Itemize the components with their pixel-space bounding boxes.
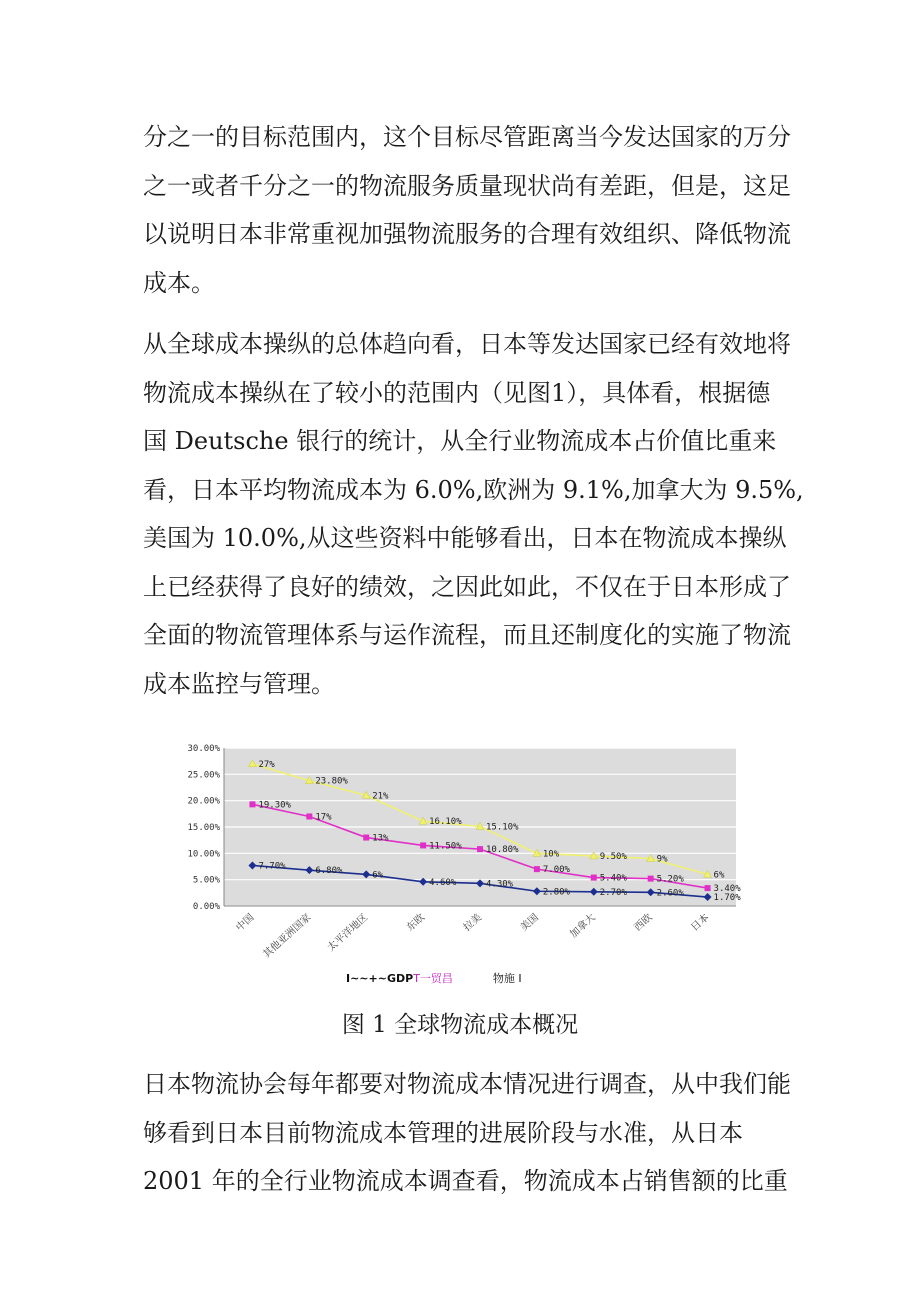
data-label: 5.40% <box>599 873 627 884</box>
x-category-label: 东欧 <box>404 912 428 934</box>
data-point-square <box>249 801 255 807</box>
x-category-label: 西欧 <box>632 912 655 934</box>
data-label: 11.50% <box>429 841 462 852</box>
data-label: 23.80% <box>315 776 348 787</box>
paragraph-2 <box>143 320 804 708</box>
legend-trade: T一贸昌 <box>413 972 453 985</box>
x-category-label: 加拿大 <box>568 912 598 941</box>
y-tick-label: 20.00% <box>187 796 220 807</box>
paragraph-1 <box>143 113 791 307</box>
paragraph-line: 从全球成本操纵的总体趋向看，日本等发达国家已经有效地将 <box>143 330 791 358</box>
paragraph-line: 够看到日本目前物流成本管理的进展阶段与水准，从日本 <box>143 1118 743 1147</box>
data-label: 13% <box>372 833 389 844</box>
paragraph-line: 物流成本操纵在了较小的范围内（见图1），具体看，根据德 <box>143 378 771 407</box>
paragraph-line: 分之一的目标范围内，这个目标尽管距离当今发达国家的万分 <box>143 123 791 151</box>
paragraph-line: 看，日本平均物流成本为 6.0%,欧洲为 9.1%,加拿大为 9.5%, <box>143 475 804 504</box>
paragraph-line: 以说明日本非常重视加强物流服务的合理有效组织、降低物流 <box>143 220 791 248</box>
y-tick-label: 10.00% <box>187 849 220 860</box>
paragraph-line: 上已经获得了良好的绩效，之因此如此，不仅在于日本形成了 <box>143 572 791 601</box>
data-label: 9% <box>656 854 668 865</box>
paragraph-line: 成本。 <box>143 268 215 297</box>
data-label: 4.60% <box>429 877 457 888</box>
y-tick-label: 30.00% <box>187 744 220 754</box>
paragraph-line: 美国为 10.0%,从这些资料中能够看出，日本在物流成本操纵 <box>143 524 787 552</box>
x-category-label: 太平洋地区 <box>325 912 371 954</box>
paragraph-line: 国 Deutsche 银行的统计，从全行业物流成本占价值比重来 <box>143 427 777 455</box>
x-category-label: 其他亚洲国家 <box>261 912 314 961</box>
data-label: 2.80% <box>542 887 570 898</box>
data-point-square <box>306 813 312 819</box>
data-label: 2.70% <box>599 887 627 898</box>
paragraph-line: 2001 年的全行业物流成本调查看，物流成本占销售额的比重 <box>143 1167 788 1195</box>
data-label: 9.50% <box>599 851 627 862</box>
paragraph-line: 全面的物流管理体系与运作流程，而且还制度化的实施了物流 <box>143 621 791 649</box>
data-label: 6% <box>372 870 384 881</box>
data-label: 5.20% <box>656 874 684 885</box>
legend-logistics: 物施 I <box>492 972 522 985</box>
logistics-cost-chart <box>180 740 741 998</box>
figure-caption: 图 1 全球物流成本概况 <box>341 1012 579 1038</box>
chart-legend <box>346 970 522 986</box>
data-label: 19.30% <box>258 800 291 811</box>
data-label: 3.40% <box>713 884 741 895</box>
y-tick-label: 0.00% <box>192 902 220 912</box>
paragraph-line: 之一或者千分之一的物流服务质量现状尚有差距，但是，这足 <box>143 171 791 200</box>
data-point-square <box>534 866 540 872</box>
paragraph-line: 成本监控与管理。 <box>143 669 335 698</box>
chart-svg <box>180 740 741 970</box>
y-tick-label: 25.00% <box>187 770 220 781</box>
data-point-square <box>591 875 597 881</box>
paragraph-3 <box>143 1060 791 1206</box>
data-label: 10% <box>542 849 560 860</box>
legend-gdp: I~~+~GDP <box>346 972 414 985</box>
data-label: 27% <box>258 759 275 770</box>
data-label: 1.70% <box>713 893 741 904</box>
x-category-label: 拉美 <box>461 912 485 934</box>
data-label: 15.10% <box>486 822 519 833</box>
x-category-label: 美国 <box>518 912 541 934</box>
data-label: 7.00% <box>542 865 570 876</box>
x-category-label: 日本 <box>689 912 712 934</box>
data-point-square <box>363 835 369 841</box>
data-label: 4.30% <box>486 879 514 890</box>
paragraph-line: 日本物流协会每年都要对物流成本情况进行调查，从中我们能 <box>143 1070 791 1098</box>
data-label: 6.80% <box>315 866 343 877</box>
x-category-label: 中国 <box>234 912 257 934</box>
data-point-square <box>648 876 654 882</box>
y-tick-label: 15.00% <box>187 823 220 833</box>
data-label: 6% <box>713 870 725 881</box>
y-tick-label: 5.00% <box>192 875 220 886</box>
data-label: 2.60% <box>656 888 684 899</box>
data-point-square <box>420 842 426 848</box>
data-point-square <box>477 846 483 852</box>
data-label: 21% <box>372 791 389 802</box>
data-label: 7.70% <box>258 861 286 872</box>
data-label: 10.80% <box>486 845 519 856</box>
data-point-square <box>705 885 711 891</box>
data-label: 17% <box>315 812 332 823</box>
data-label: 16.10% <box>429 817 462 828</box>
